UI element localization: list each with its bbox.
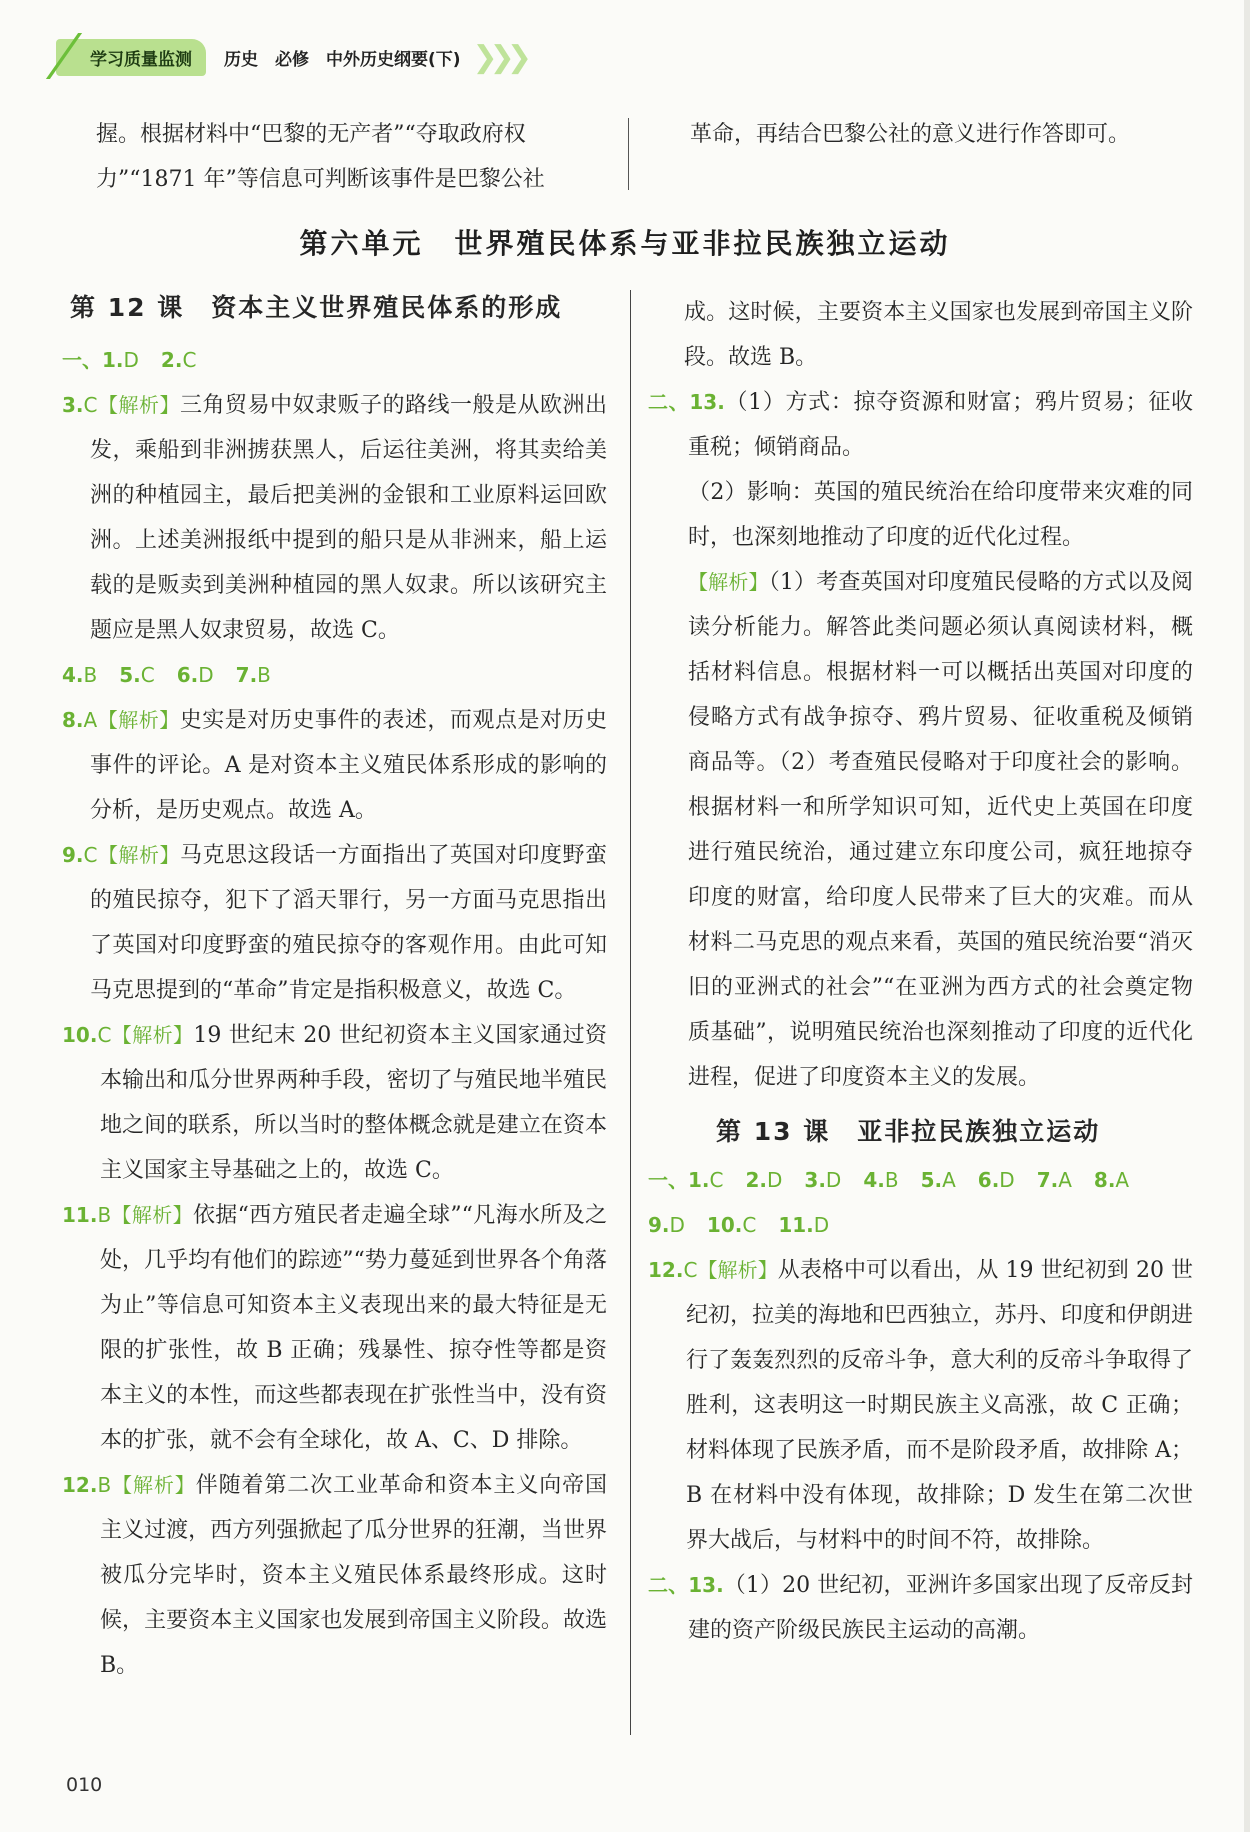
- top-right-line-1: 革命，再结合巴黎公社的意义进行作答即可。: [690, 122, 1131, 147]
- q-answer: D: [123, 348, 139, 372]
- q-answer: C: [83, 393, 98, 417]
- analysis-text: 三角贸易中奴隶贩子的路线一般是从欧洲出发，乘船到非洲掳获黑人，后运往美洲，将其卖给美洲的种植园主，最后把美洲的金银和工业原料运回欧洲。上述美洲报纸中提到的船只是从非洲来，船上运载的是贩卖到美洲种植园的黑人奴隶。所以该研究主题应是黑人奴隶贸易，故选 C。: [90, 393, 607, 643]
- q-num: 13.: [688, 1573, 724, 1597]
- analysis-text: 马克思这段话一方面指出了英国对印度野蛮的殖民掠夺，犯下了滔天罪行，另一方面马克思指出了英国对印度野蛮的殖民掠夺的客观作用。由此可知马克思提到的“革命”肯定是指积极意义，故选 C。: [90, 843, 607, 1003]
- q-answer: B: [83, 663, 98, 687]
- q-num: 11.: [778, 1213, 814, 1237]
- q-num: 1.: [688, 1168, 710, 1192]
- analysis-tag: 【解析】: [97, 708, 180, 732]
- q-answer: B: [97, 1473, 112, 1497]
- q-num: 7.: [235, 663, 258, 687]
- lesson13-answers-row-1: [648, 1158, 1193, 1203]
- analysis-tag: 【解析】: [111, 1473, 196, 1497]
- q-num: 11.: [62, 1203, 98, 1227]
- header-subject: 历史 必修 中外历史纲要(下): [224, 49, 461, 70]
- unit-title: 第六单元 世界殖民体系与亚非拉民族独立运动: [299, 227, 951, 260]
- analysis-text: 史实是对历史事件的表述，而观点是对历史事件的评论。A 是对资本主义殖民体系形成的影响的分析，是历史观点。故选 A。: [90, 708, 607, 823]
- part-label: 二、: [648, 1573, 689, 1597]
- q-num: 5.: [119, 663, 141, 687]
- part-label: 一、: [62, 348, 102, 372]
- q10-item: [62, 1013, 607, 1193]
- right-column: [648, 290, 1193, 1653]
- answer-text: （1）20 世纪初，亚洲许多国家出现了反帝反封建的资产阶级民族民主运动的高潮。: [688, 1573, 1193, 1643]
- q-answer: A: [1115, 1168, 1130, 1192]
- q-num: 3.: [62, 393, 84, 417]
- lesson13-q13-item: [648, 1563, 1193, 1653]
- q-answer: B: [257, 663, 271, 687]
- q-answer: C: [182, 348, 197, 372]
- page-number: 010: [66, 1774, 103, 1796]
- q-num: 9.: [648, 1213, 670, 1237]
- q-answer: C: [140, 663, 155, 687]
- q-answer: C: [709, 1168, 724, 1192]
- q-answer: B: [97, 1203, 112, 1227]
- q-answer: A: [83, 708, 98, 732]
- q12-item: [62, 1463, 607, 1678]
- q-answer: C: [97, 1023, 112, 1047]
- q3-item: [62, 383, 607, 653]
- q-num: 10.: [706, 1213, 743, 1237]
- q-num: 10.: [62, 1023, 98, 1047]
- analysis-text: 19 世纪末 20 世纪初资本主义国家通过资本输出和瓜分世界两种手段，密切了与殖民地半殖民地之间的联系，所以当时的整体概念就是建立在资本主义国家主导基础之上的，故选 C。: [100, 1023, 607, 1183]
- q-num: 9.: [62, 843, 84, 867]
- part-label: 一、: [648, 1168, 688, 1192]
- q-answer: D: [669, 1213, 685, 1237]
- q-answer: C: [742, 1213, 757, 1237]
- lesson13-q12-item: [648, 1248, 1193, 1563]
- q-num: 6.: [977, 1168, 1000, 1192]
- q9-item: [62, 833, 607, 1013]
- q-num: 6.: [176, 663, 199, 687]
- page-header: [56, 36, 656, 78]
- top-left-text: [96, 112, 616, 202]
- top-left-line-2: 力”“1871 年”等信息可判断该事件是巴黎公社: [96, 167, 545, 192]
- q-answer: C: [83, 843, 98, 867]
- q-num: 1.: [102, 348, 124, 372]
- q-num: 4.: [863, 1168, 885, 1192]
- q-answer: A: [942, 1168, 956, 1192]
- q-answer: D: [198, 663, 214, 687]
- q-answer: D: [813, 1213, 830, 1237]
- q-num: 13.: [689, 390, 725, 414]
- analysis-text: 从表格中可以看出，从 19 世纪初到 20 世纪初，拉美的海地和巴西独立，苏丹、印度和伊朗进行了轰轰烈烈的反帝斗争，意大利的反帝斗争取得了胜利，这表明这一时期民族主义高涨，故 C 正确；材料体现了民族矛盾，而不是阶段矛盾，故排除 A；B 在材料中没有体现，故排除；D 发生在第二次世界大战后，与材料中的时间不符，故排除。: [686, 1258, 1193, 1553]
- q-num: 8.: [1093, 1168, 1116, 1192]
- lesson-12-title: 第 12 课 资本主义世界殖民体系的形成: [70, 293, 563, 322]
- answer-text: （1）方式：掠夺资源和财富；鸦片贸易；征收重税；倾销商品。: [688, 390, 1194, 460]
- q11-item: [62, 1193, 607, 1463]
- analysis-tag: 【解析】: [111, 1203, 193, 1227]
- analysis-text: （1）考查英国对印度殖民侵略的方式以及阅读分析能力。解答此类问题必须认真阅读材料，概括材料信息。根据材料一可以概括出英国对印度的侵略方式有战争掠夺、鸦片贸易、征收重税及倾销商品等。（2）考查殖民侵略对于印度社会的影响。根据材料一和所学知识可知，近代史上英国在印度进行殖民统治，通过建立东印度公司，疯狂地掠夺印度的财富，给印度人民带来了巨大的灾难。而从材料二马克思的观点来看，英国的殖民统治要“消灭旧的亚洲式的社会”“在亚洲为西方式的社会奠定物质基础”，说明殖民统治也深刻推动了印度的近代化进程，促进了印度资本主义的发展。: [688, 570, 1194, 1090]
- answers-1-2: [62, 338, 607, 383]
- q-num: 12.: [62, 1473, 98, 1497]
- q-answer: D: [999, 1168, 1015, 1192]
- q-num: 3.: [804, 1168, 826, 1192]
- lesson-13-title: 第 13 课 亚非拉民族独立运动: [716, 1117, 1101, 1146]
- header-chevron-icon: ❯❯❯: [472, 39, 524, 75]
- analysis-tag: 【解析】: [97, 843, 180, 867]
- column-divider-top: [628, 118, 629, 190]
- part-label: 二、: [648, 390, 690, 414]
- q-answer: D: [767, 1168, 783, 1192]
- lesson13-answers-row-2: [648, 1203, 1193, 1248]
- q-num: 2.: [160, 348, 183, 372]
- q12-continuation: 成。这时候，主要资本主义国家也发展到帝国主义阶段。故选 B。: [684, 300, 1193, 370]
- q8-item: [62, 698, 607, 833]
- analysis-tag: 【解析】: [688, 570, 769, 594]
- q-answer: A: [1058, 1168, 1072, 1192]
- analysis-text: 伴随着第二次工业革命和资本主义向帝国主义过渡，西方列强掀起了瓜分世界的狂潮，当世界被瓜分完毕时，资本主义殖民体系最终形成。这时候，主要资本主义国家也发展到帝国主义阶段。故选 B。: [100, 1473, 607, 1678]
- q-num: 12.: [648, 1258, 684, 1282]
- q-answer: C: [683, 1258, 698, 1282]
- top-left-line-1: 握。根据材料中“巴黎的无产者”“夺取政府权: [96, 122, 526, 147]
- top-right-text: [690, 112, 1210, 157]
- page-edge: [1244, 0, 1250, 1832]
- q-num: 8.: [62, 708, 84, 732]
- lesson12-q13-analysis: [648, 560, 1193, 1100]
- q-num: 7.: [1036, 1168, 1059, 1192]
- column-divider: [630, 290, 631, 1735]
- analysis-text: 依据“西方殖民者走遍全球”“凡海水所及之处，几乎均有他们的踪迹”“势力蔓延到世界各个角落为止”等信息可知资本主义表现出来的最大特征是无限的扩张性，故 B 正确；残暴性、掠夺性等都是资本主义的本性，而这些都表现在扩张性当中，没有资本的扩张，就不会有全球化，故 A、C、D 排除。: [100, 1203, 608, 1453]
- header-tab: [56, 39, 206, 76]
- q-answer: D: [825, 1168, 842, 1192]
- analysis-tag: 【解析】: [97, 393, 180, 417]
- q-num: 5.: [920, 1168, 943, 1192]
- q-num: 2.: [745, 1168, 767, 1192]
- analysis-tag: 【解析】: [111, 1023, 194, 1047]
- q-num: 4.: [62, 663, 84, 687]
- lesson12-q13-item: [648, 380, 1193, 470]
- analysis-tag: 【解析】: [697, 1258, 778, 1282]
- answers-4-7: [62, 653, 607, 698]
- q-answer: B: [884, 1168, 899, 1192]
- lesson12-q13-part2: （2）影响：英国的殖民统治在给印度带来灾难的同时，也深刻地推动了印度的近代化过程。: [688, 480, 1193, 550]
- left-column: [62, 290, 608, 1678]
- header-tab-label: 学习质量监测: [90, 49, 192, 70]
